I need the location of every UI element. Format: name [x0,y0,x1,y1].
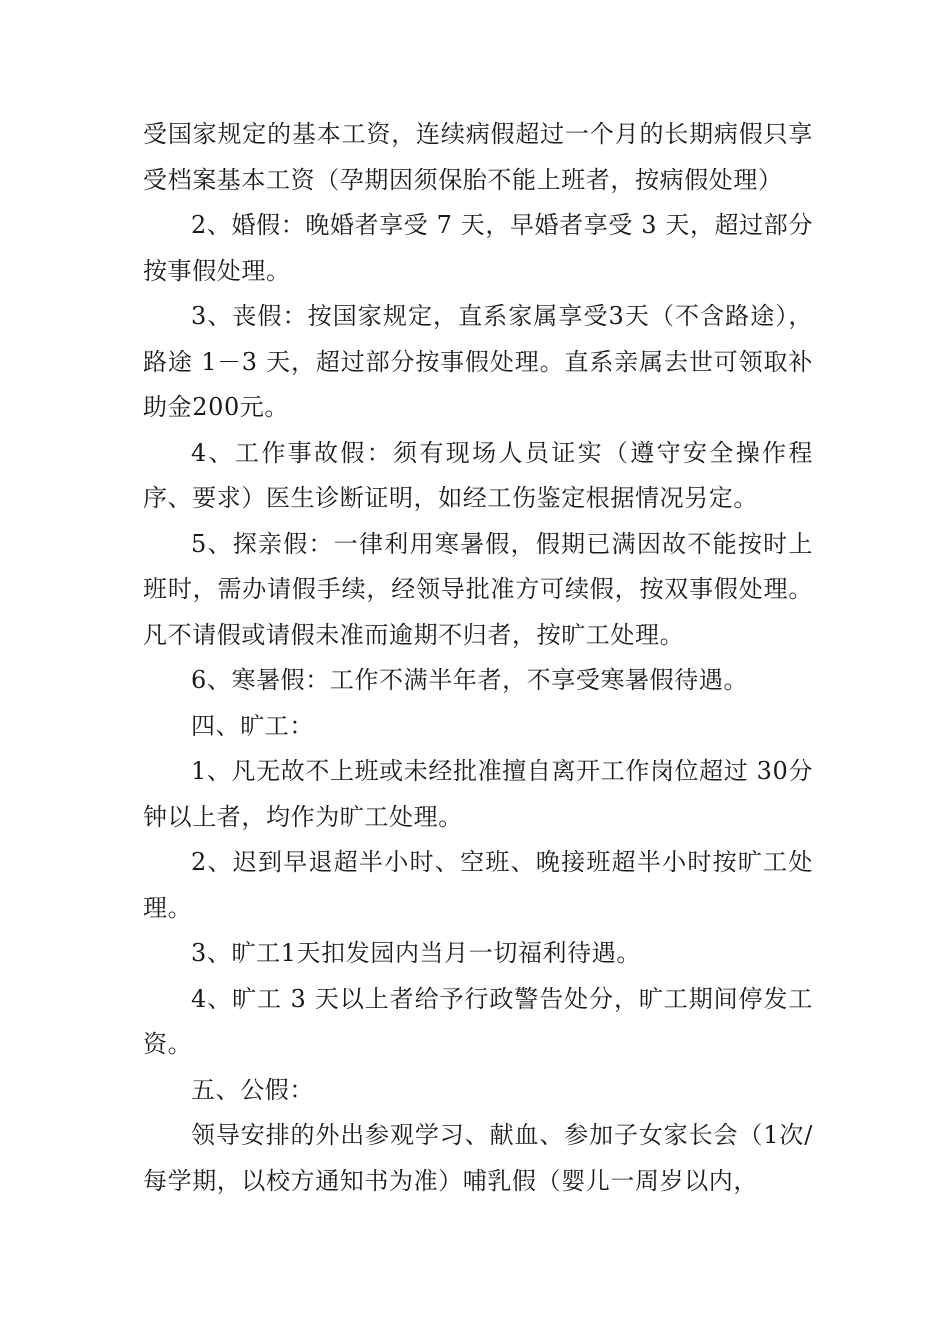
paragraph-absenteeism-rule-2: 2、迟到早退超半小时、空班、晚接班超半小时按旷工处理。 [143,848,813,922]
paragraph-work-accident-leave: 4、工作事故假：须有现场人员证实（遵守安全操作程序、要求）医生诊断证明，如经工伤鉴定根据情况另定。 [143,438,813,512]
paragraph-sick-leave-continued: 受国家规定的基本工资，连续病假超过一个月的长期病假只享受档案基本工资（孕期因须保胎不能上班者，按病假处理） [143,120,813,194]
section-heading-absenteeism: 四、旷工： [191,711,314,740]
document-body [143,112,813,1204]
paragraph-absenteeism-rule-4: 4、旷工 3 天以上者给予行政警告处分，旷工期间停发工资。 [143,984,813,1058]
section-heading-official-leave: 五、公假： [191,1075,314,1104]
paragraph-marriage-leave: 2、婚假：晚婚者享受 7 天，早婚者享受 3 天，超过部分按事假处理。 [143,211,813,285]
paragraph-absenteeism-rule-3: 3、旷工1天扣发园内当月一切福利待遇。 [191,939,641,967]
paragraph-official-leave: 领导安排的外出参观学习、献血、参加子女家长会（1次/每学期，以校方通知书为准）哺乳假（婴儿一周岁以内， [143,1121,813,1195]
paragraph-family-visit-leave: 5、探亲假：一律利用寒暑假，假期已满因故不能按时上班时，需办请假手续，经领导批准方可续假，按双事假处理。凡不请假或请假未准而逾期不归者，按旷工处理。 [143,529,813,649]
paragraph-bereavement-leave: 3、丧假：按国家规定，直系家属享受3天（不含路途），路途 1－3 天，超过部分按事假处理。直系亲属去世可领取补助金200元。 [143,302,813,421]
paragraph-vacation: 6、寒暑假：工作不满半年者，不享受寒暑假待遇。 [191,666,749,694]
paragraph-absenteeism-rule-1: 1、凡无故不上班或未经批准擅自离开工作岗位超过 30分钟以上者，均作为旷工处理。 [143,757,813,831]
